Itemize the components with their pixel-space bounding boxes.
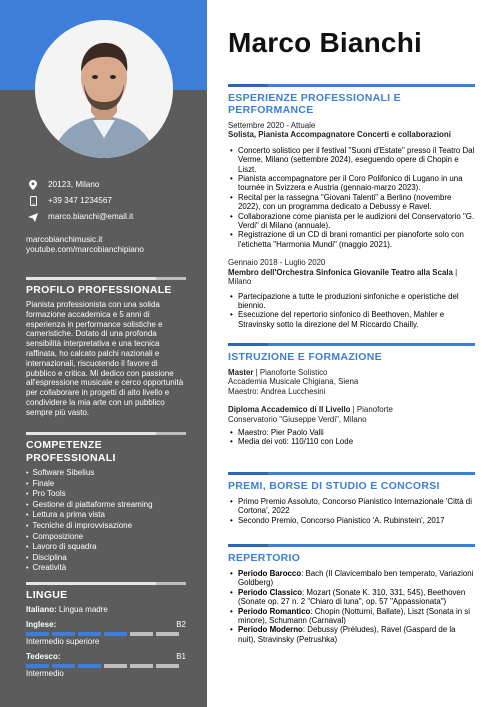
job-bullet: • Recital per la rassegna "Giovani Talenti" a Berlino (novembre 2022), con un programma dedicato a Debussy e Ravel. [238, 193, 475, 212]
repertoire-divider [228, 544, 475, 547]
language-level-segment [104, 632, 127, 636]
language-level-segment [78, 664, 101, 668]
skills-divider [26, 432, 186, 435]
contact-block [26, 180, 133, 228]
education-bullet: • Media dei voti: 110/110 con Lode [238, 437, 475, 446]
sidebar [0, 0, 207, 707]
awards-section [228, 472, 475, 525]
language-level-segment [26, 632, 49, 636]
skill-item: • Pro Tools [26, 489, 186, 500]
repertoire-item [238, 569, 475, 588]
skill-item: • Tecniche di improvvisazione [26, 521, 186, 532]
skill-item: • Composizione [26, 532, 186, 543]
language-level-segment [156, 664, 179, 668]
contact-location [26, 180, 133, 190]
repertoire-works: : Chopin (Notturni, Ballate), Liszt (Sonata in si minore), Schumann (Carnaval) [238, 606, 470, 626]
education-field: | Pianoforte Solistico [253, 368, 328, 377]
skill-item: • Lettura a prima vista [26, 510, 186, 521]
contact-phone [26, 196, 133, 206]
repertoire-list [228, 569, 475, 644]
job-bullet: • Partecipazione a tutte le produzioni sinfoniche e operistiche del biennio. [238, 292, 475, 311]
candidate-name: Marco Bianchi [228, 27, 422, 58]
skills-section [26, 432, 186, 574]
experience-section [228, 84, 475, 329]
repertoire-period: Periodo Classico [238, 587, 303, 597]
skills-list [26, 468, 186, 574]
education-line: Accademia Musicale Chigiana, Siena [228, 377, 359, 387]
website-link[interactable]: marcobianchimusic.it [26, 235, 103, 244]
repertoire-period: Periodo Romantico [238, 606, 311, 616]
education-line: Maestro: Andrea Lucchesini [228, 386, 326, 396]
education-line: Conservatorio "Giuseppe Verdi", Milano [228, 414, 367, 424]
award-item: • Secondo Premio, Concorso Pianistico 'A. Rubinstein', 2017 [238, 516, 475, 525]
languages-section [26, 582, 186, 679]
skill-item: • Creatività [26, 563, 186, 574]
job-bullets [228, 146, 475, 249]
language-level-desc: Intermedio superiore [26, 637, 100, 646]
native-language-label: Italiano: [26, 605, 57, 614]
job-role: Solista, Pianista Accompagnatore Concerti e collaborazioni [228, 130, 451, 140]
language-name: Tedesco: [26, 651, 61, 661]
language-name: Inglese: [26, 620, 57, 629]
language-german [26, 652, 186, 662]
contact-location-text: 20123, Milano [48, 180, 100, 189]
repertoire-period: Periodo Barocco [238, 569, 302, 578]
repertoire-title: REPERTORIO [228, 552, 301, 564]
language-level-segment [52, 632, 75, 636]
language-level-segment [26, 664, 49, 668]
profile-section [26, 277, 186, 418]
job-bullet: • Registrazione di un CD di brani romantici per pianoforte solo con l'etichetta "Harmonia Mundi" (maggio 2021). [238, 230, 475, 249]
job-bullet: • Concerto solistico per il festival "Suoni d'Estate" presso il Teatro Dal Verme, Milano (settembre 2024), eseguendo opere di Chopin e Liszt. [238, 146, 475, 174]
job-dates: Settembre 2020 - Attuale [228, 121, 316, 130]
job-role: Membro dell'Orchestra Sinfonica Giovanile Teatro alla Scala [228, 267, 453, 277]
skill-item: • Finale [26, 479, 186, 490]
skill-item: • Gestione di piattaforme streaming [26, 500, 186, 511]
experience-divider [228, 84, 475, 87]
location-pin-icon [26, 180, 40, 190]
youtube-link[interactable]: youtube.com/marcobianchipiano [26, 245, 144, 254]
skill-item: • Software Sibelius [26, 468, 186, 479]
award-item: • Primo Premio Assoluto, Concorso Pianistico Internazionale 'Città di Cortona', 2022 [238, 497, 475, 516]
awards-title: PREMI, BORSE DI STUDIO E CONCORSI [228, 480, 440, 492]
job-bullet: • Pianista accompagnatore per il Coro Polifonico di Lugano in una tournée in Svizzera e Austria (gennaio-marzo 2023). [238, 174, 475, 193]
education-entry [228, 405, 475, 414]
education-degree: Diploma Accademico di II Livello [228, 405, 351, 415]
web-links [26, 235, 144, 255]
language-level-bar [26, 632, 186, 636]
language-level-bar [26, 664, 186, 668]
contact-phone-text: +39 347 1234567 [48, 196, 112, 205]
job-dates: Gennaio 2018 - Luglio 2020 [228, 258, 326, 268]
contact-email-text[interactable]: marco.bianchi@email.it [48, 212, 134, 221]
native-language-value: Lingua madre [58, 605, 108, 614]
repertoire-works: : Debussy (Préludes), Ravel (Gaspard de la nuit), Stravinsky (Petrushka) [238, 625, 456, 644]
education-degree: Master [228, 368, 254, 377]
language-level-segment [78, 632, 101, 636]
repertoire-item [238, 625, 475, 644]
repertoire-period: Periodo Moderno [238, 625, 303, 635]
education-bullet: • Maestro: Pier Paolo Valli [238, 428, 475, 437]
awards-list [228, 497, 475, 525]
education-field: | Pianoforte [350, 405, 393, 415]
repertoire-section [228, 544, 475, 644]
repertoire-item [238, 588, 475, 607]
job-place: | Milano [228, 267, 458, 287]
repertoire-works: : Bach (Il Clavicembalo ben temperato, Variazioni Goldberg) [238, 569, 474, 588]
awards-divider [228, 472, 475, 475]
repertoire-works: : Mozart (Sonate K. 310, 331, 545), Beethoven (Sonate op. 27 n. 2 "Chiaro di luna", op. 57 "Appassionata") [238, 587, 466, 607]
profile-title: PROFILO PROFESSIONALE [26, 284, 172, 296]
job-bullets [228, 292, 475, 330]
skill-item: • Disciplina [26, 553, 186, 564]
education-title: ISTRUZIONE E FORMAZIONE [228, 351, 382, 363]
language-english [26, 620, 186, 630]
education-section [228, 343, 475, 447]
job-role-line [228, 268, 475, 287]
language-level: B1 [176, 651, 186, 661]
send-icon [26, 213, 40, 222]
languages-title: LINGUE [26, 589, 68, 601]
profile-photo [35, 20, 173, 158]
language-level: B2 [176, 620, 186, 629]
repertoire-item [238, 607, 475, 626]
job-bullet: • Esecuzione del repertorio sinfonico di Beethoven, Mahler e Stravinsky sotto la direzione del M Riccardo Chailly. [238, 310, 475, 329]
phone-icon [26, 196, 40, 206]
native-language [26, 605, 186, 615]
education-divider [228, 343, 475, 346]
experience-title: ESPERIENZE PROFESSIONALI E PERFORMANCE [228, 92, 401, 116]
language-level-segment [156, 632, 179, 636]
education-entry [228, 368, 475, 377]
language-level-desc: Intermedio [26, 668, 64, 678]
job-bullet: • Collaborazione come pianista per le audizioni del Conservatorio "G. Verdi" di Milano (annuale). [238, 212, 475, 231]
language-level-segment [130, 664, 153, 668]
language-level-segment [104, 664, 127, 668]
languages-divider [26, 582, 186, 585]
profile-divider [26, 277, 186, 280]
education-bullets [228, 428, 475, 447]
skills-title: COMPETENZE PROFESSIONALI [26, 439, 116, 464]
skill-item: • Lavoro di squadra [26, 542, 186, 553]
language-level-segment [52, 664, 75, 668]
profile-text: Pianista professionista con una solida formazione accademica e 5 anni di esperienza in performance solistiche e cameristiche. Dotato di una profonda sensibilità interpretativa e una tecnica raffinata, ho calcato palchi nazionali e internazionali, riscuotendo il favore di pubblico e critica. Mi dedico con passione all'espressione musicale e cerco opportunità per collaborare in progetti di alto livello e condividere la mia arte con un pubblico sempre più vasto. [26, 300, 184, 417]
contact-email [26, 212, 133, 222]
language-level-segment [130, 632, 153, 636]
